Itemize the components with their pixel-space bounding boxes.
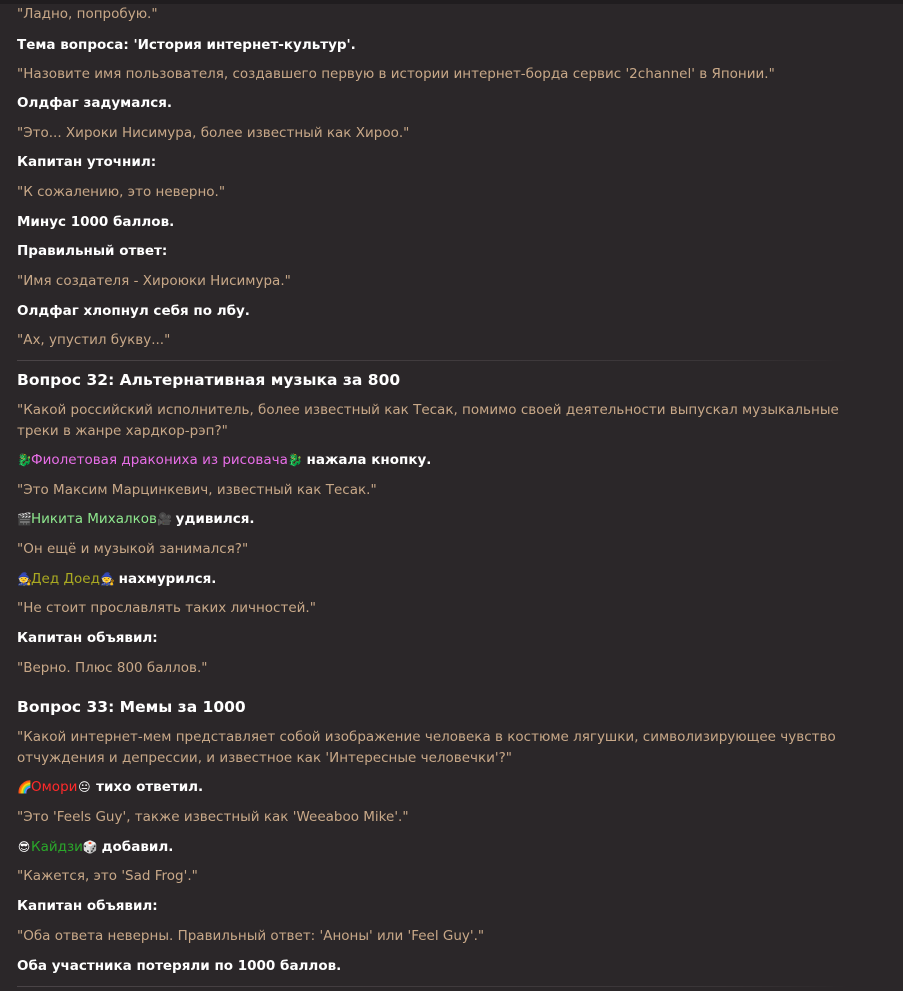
message-quote: "Это 'Feels Guy', также известный как 'Weeaboo Mike'.": [17, 809, 409, 825]
action-text: нахмурился.: [113, 571, 217, 587]
participant-name[interactable]: Омори: [31, 779, 78, 795]
question-heading: Вопрос 32: Альтернативная музыка за 800: [17, 371, 401, 389]
message-quote: "Кажется, это 'Sad Frog'.": [17, 868, 198, 884]
message-quote: "Верно. Плюс 800 баллов.": [17, 660, 208, 676]
message-narration: Капитан объявил:: [17, 898, 158, 914]
participant-action: [17, 569, 867, 590]
message-quote: "К сожалению, это неверно.": [17, 184, 226, 200]
neutral-face-icon: 😐: [78, 780, 91, 794]
message-quote: "Имя создателя - Хироюки Нисимура.": [17, 273, 291, 289]
wizard-icon: 🧙: [99, 572, 115, 586]
wizard-icon: 🧙: [17, 572, 32, 586]
message-narration: Капитан уточнил:: [17, 154, 157, 170]
action-text: тихо ответил.: [91, 779, 204, 795]
message-narration: Правильный ответ:: [17, 243, 168, 259]
movie-camera-icon: 🎥: [156, 512, 172, 526]
message-quote: "Ладно, попробую.": [17, 6, 158, 22]
message-narration: Тема вопроса: 'История интернет-культур'.: [17, 37, 356, 53]
participant-name[interactable]: Кайдзи: [31, 839, 83, 855]
message-quote: "Это Максим Марцинкевич, известный как Тесак.": [17, 482, 377, 498]
section-divider: [17, 360, 847, 361]
message-narration: Оба участника потеряли по 1000 баллов.: [17, 958, 342, 974]
dragon-icon: 🐉: [17, 453, 32, 467]
message-narration: Минус 1000 баллов.: [17, 214, 175, 230]
action-text: добавил.: [96, 839, 174, 855]
message-narration: Олдфаг хлопнул себя по лбу.: [17, 303, 250, 319]
participant-action: [17, 777, 867, 798]
message-narration: Капитан объявил:: [17, 630, 158, 646]
action-text: нажала кнопку.: [301, 452, 432, 468]
action-text: удивился.: [170, 511, 255, 527]
clapperboard-icon: 🎬: [17, 512, 32, 526]
question-text: "Какой интернет-мем представляет собой изображение человека в костюме лягушки, символизирующее чувство отчуждения и депрессии, и известное как 'Интересные человечки'?": [17, 729, 836, 766]
participant-name[interactable]: Дед Доед: [31, 571, 100, 587]
message-quote: "Оба ответа неверны. Правильный ответ: 'Аноны' или 'Feel Guy'.": [17, 928, 485, 944]
dragon-icon: 🐉: [287, 453, 303, 467]
message-quote: "Назовите имя пользователя, создавшего первую в истории интернет-борда сервис '2channel' в Японии.": [17, 66, 775, 82]
participant-action: [17, 509, 867, 530]
participant-name[interactable]: Фиолетовая дракониха из рисовача: [31, 452, 288, 468]
rainbow-icon: 🌈: [17, 780, 32, 794]
section-divider: [17, 986, 847, 987]
question-text: "Какой российский исполнитель, более известный как Тесак, помимо своей деятельности выпускал музыкальные треки в жанре хардкор-рэп?": [17, 402, 839, 439]
message-quote: "Ах, упустил букву...": [17, 332, 171, 348]
participant-action: [17, 450, 867, 471]
sunglasses-face-icon: 😎: [17, 840, 31, 854]
message-quote: "Это... Хироки Нисимура, более известный как Хироо.": [17, 125, 410, 141]
participant-action: [17, 837, 867, 858]
question-heading: Вопрос 33: Мемы за 1000: [17, 698, 246, 716]
participant-name[interactable]: Никита Михалков: [31, 511, 157, 527]
message-quote: "Не стоит прославлять таких личностей.": [17, 600, 316, 616]
dice-icon: 🎲: [82, 840, 98, 854]
message-narration: Олдфаг задумался.: [17, 95, 173, 111]
message-quote: "Он ещё и музыкой занимался?": [17, 541, 249, 557]
